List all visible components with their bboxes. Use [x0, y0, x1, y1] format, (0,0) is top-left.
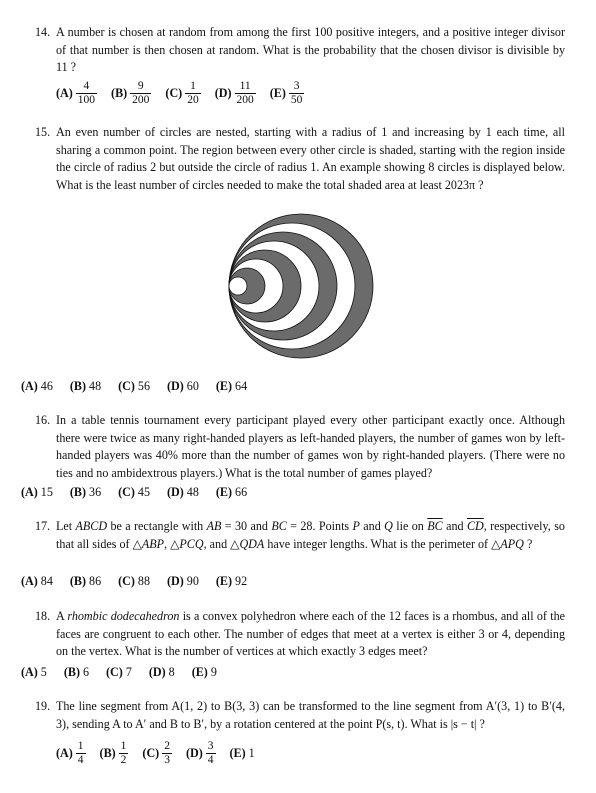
choice-c[interactable]: (C) 88 [118, 574, 150, 588]
choice-e[interactable]: (E) 64 [215, 379, 248, 393]
choice-d[interactable]: (D) 8 [148, 665, 175, 679]
fraction: $\frac{1}{2}$ [120, 740, 127, 766]
fraction: $\frac{2}{3}$ [164, 740, 170, 766]
problem-text: In a table tennis tournament every participant played every other participant exactly once. Although there were twice as many right-handed players as left-handed players, the number of games won by left-handed players was 40% more than the number of games won by right-handed players. (There were no ties and no ambidextrous players.) What is the total number of games played? [56, 413, 565, 480]
fraction: $\frac{1}{4}$ [77, 740, 84, 766]
choice-a[interactable]: (A) 84 [21, 574, 53, 588]
problem-17-choices [21, 573, 264, 591]
choice-b[interactable]: (B) $\frac{1}{2}$ [99, 740, 127, 766]
choice-d[interactable]: (D) 60 [167, 379, 199, 393]
fraction: $\frac{9}{200}$ [132, 80, 150, 106]
problem-text: An even number of circles are nested, starting with a radius of 1 and increasing by 1 each time, all sharing a common point. The region between every other circle is shaded, starting with the region inside the circle of radius 2 but outside the circle of radius 1. An example showing 8 circles is displayed below. What is the least number of circles needed to make the total shaded area at least 2023π ? [56, 125, 565, 192]
problem-number: 16. [35, 413, 51, 427]
problem-text: The line segment from A(1, 2) to B(3, 3) can be transformed to the line segment from A′(3, 1) to B′(4, 3), sending A to A′ and B to B′, by a rotation centered at the point P(s, t). What is |s − t| ? [56, 699, 565, 731]
choice-b[interactable]: (B) 36 [69, 485, 102, 499]
problem-text: A number is chosen at random from among the first 100 positive integers, and a positive integer divisor of that number is then chosen at random. What is the probability that the chosen divisor is divisible by 11 ? [56, 25, 565, 75]
choice-e[interactable]: (E) 66 [215, 485, 248, 499]
choice-a[interactable]: (A) 5 [21, 665, 47, 679]
choice-d[interactable]: (D) $\frac{3}{4}$ [185, 740, 214, 766]
problem-number: 19. [35, 699, 51, 713]
fraction: $\frac{3}{50}$ [290, 80, 303, 106]
choice-b[interactable]: (B) 6 [63, 665, 90, 679]
fraction: $\frac{3}{4}$ [207, 740, 214, 766]
segment-cd: $\overline{CD}$ [466, 519, 484, 533]
problem-19 [35, 698, 565, 733]
choice-d[interactable]: (D) 48 [167, 485, 199, 499]
choice-d[interactable]: (D) $\frac{11}{200}$ [214, 80, 254, 106]
problem-14 [35, 24, 565, 77]
problem-number: 15. [35, 125, 51, 139]
choice-e[interactable]: (E) 92 [215, 574, 248, 588]
choice-c[interactable]: (C) $\frac{1}{20}$ [165, 80, 199, 106]
problem-15-choices [21, 378, 264, 396]
choice-c[interactable]: (C) $\frac{2}{3}$ [142, 740, 170, 766]
problem-text: A rhombic dodecahedron is a convex polyhedron where each of the 12 faces is a rhombus, and all of the faces are congruent to each other. The number of edges that meet at a vertex is either 3 or 4, depending on the vertex. What is the number of vertices at which exactly 3 edges meet? [56, 609, 566, 659]
segment-bc: $\overline{BC}$ [427, 519, 443, 533]
choice-b[interactable]: (B) 86 [69, 574, 102, 588]
problem-14-choices [56, 80, 318, 107]
problem-16 [35, 412, 565, 482]
term-rhombic-dodecahedron: rhombic dodecahedron [67, 609, 180, 623]
fraction: $\frac{4}{100}$ [77, 80, 96, 106]
problem-18 [35, 608, 565, 661]
choice-c[interactable]: (C) 7 [106, 665, 132, 679]
problem-17 [35, 518, 565, 553]
problem-number: 17. [35, 519, 51, 533]
fraction: $\frac{1}{20}$ [187, 80, 199, 106]
problem-number: 14. [35, 25, 51, 39]
fraction: $\frac{11}{200}$ [236, 80, 254, 106]
choice-c[interactable]: (C) 56 [118, 379, 150, 393]
choice-b[interactable]: (B) $\frac{9}{200}$ [111, 80, 150, 106]
choice-a[interactable]: (A) 46 [21, 379, 53, 393]
choice-a[interactable]: (A) 15 [21, 485, 53, 499]
choice-a[interactable]: (A) $\frac{4}{100}$ [56, 80, 96, 106]
problem-18-choices [21, 664, 234, 682]
problem-text: Let ABCD be a rectangle with AB = 30 and BC = 28. Points P and Q lie on $\overline{BC}$ and $\overline{CD}$, respectively, so that all sides of △ABP, △PCQ, and △QDA have integer lengths. What is the perimeter of △APQ ? [56, 519, 565, 551]
choice-b[interactable]: (B) 48 [69, 379, 102, 393]
problem-16-choices [21, 484, 264, 502]
choice-c[interactable]: (C) 45 [118, 485, 150, 499]
choice-e[interactable]: (E) 1 [229, 745, 255, 760]
nested-circles-figure [227, 212, 375, 360]
choice-a[interactable]: (A) $\frac{1}{4}$ [56, 740, 84, 766]
choice-e[interactable]: (E) 9 [191, 665, 217, 679]
circle-radius-1 [229, 277, 247, 295]
problem-number: 18. [35, 609, 51, 623]
choice-d[interactable]: (D) 90 [167, 574, 199, 588]
problem-15 [35, 124, 565, 194]
problem-19-choices [56, 740, 269, 767]
choice-e[interactable]: (E) $\frac{3}{50}$ [269, 80, 303, 106]
